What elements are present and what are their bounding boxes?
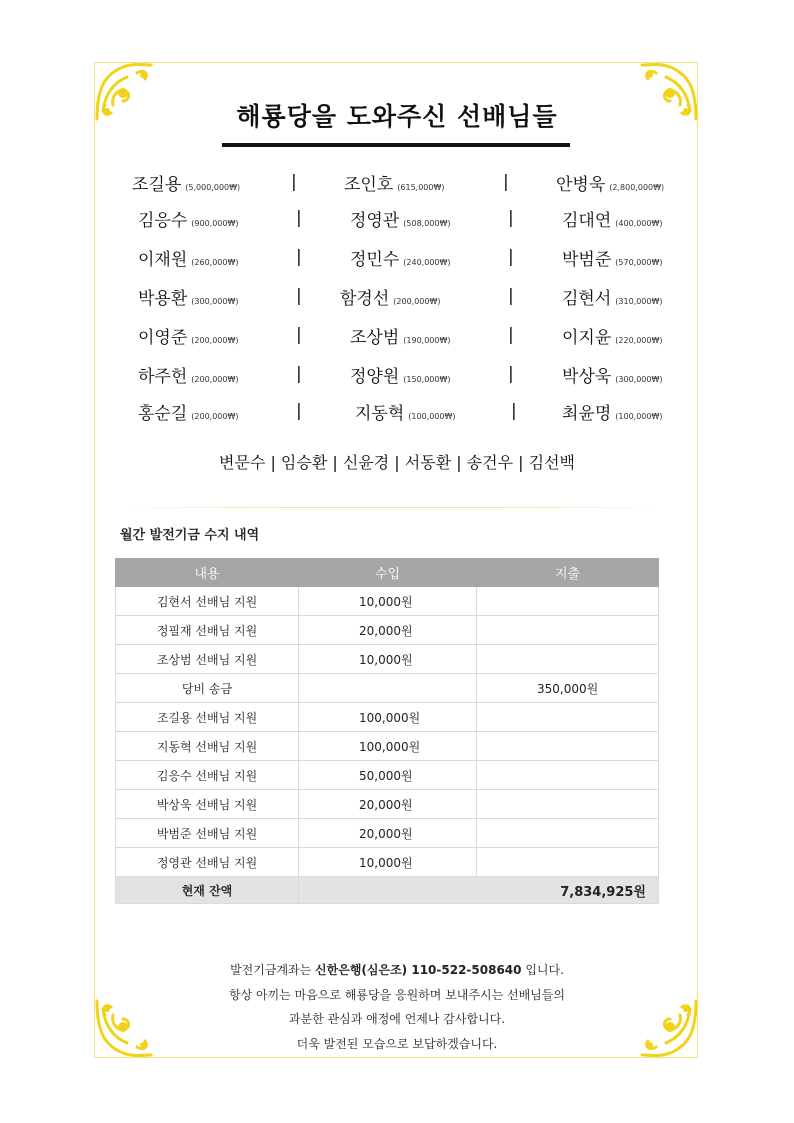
table-row [116, 674, 659, 703]
ledger-header-row [116, 559, 659, 587]
donor-amount: (570,000₩) [615, 258, 663, 267]
row-expense [477, 703, 659, 732]
donor-amount: (240,000₩) [403, 258, 451, 267]
donor-separator: | [296, 401, 302, 421]
donor-row [118, 284, 678, 312]
donor-row [118, 399, 678, 427]
donor-row [118, 170, 678, 198]
footer-account-prefix: 발전기금계좌는 [230, 963, 316, 977]
row-description: 김응수 선배님 지원 [116, 761, 299, 790]
donor-name: 함경선 [340, 289, 390, 309]
donor-name: 최윤명 [562, 404, 612, 424]
footer-line-4: 더욱 발전된 모습으로 보답하겠습니다. [296, 1036, 498, 1051]
donor-amount: (200,000₩) [191, 336, 239, 345]
row-description: 정필재 선배님 지원 [116, 616, 299, 645]
donor-amount: (900,000₩) [191, 219, 239, 228]
row-description: 박범준 선배님 지원 [116, 819, 299, 848]
row-income: 20,000원 [299, 819, 477, 848]
donor-name: 정영관 [350, 211, 400, 231]
donor-name: 정양원 [350, 367, 400, 387]
donor-name: 박용환 [138, 289, 188, 309]
total-row [116, 877, 659, 904]
donor-separator: | [503, 172, 509, 192]
donor-name: 박상욱 [562, 367, 612, 387]
header-income: 수입 [299, 559, 477, 587]
donor-row [118, 362, 678, 390]
row-description: 김현서 선배님 지원 [116, 587, 299, 616]
row-expense [477, 587, 659, 616]
row-expense [477, 616, 659, 645]
donor-amount: (300,000₩) [615, 375, 663, 384]
donor-separator: | [508, 286, 514, 306]
header-description: 내용 [116, 559, 299, 587]
donor-entry [562, 399, 663, 424]
table-row [116, 587, 659, 616]
donor-separator: | [508, 364, 514, 384]
section-divider [118, 507, 664, 508]
donor-amount: (5,000,000₩) [185, 183, 241, 192]
donor-entry [562, 245, 663, 270]
ledger-table [115, 558, 659, 904]
row-income: 50,000원 [299, 761, 477, 790]
donor-name: 안병욱 [556, 175, 606, 195]
donor-name: 조길용 [132, 175, 182, 195]
row-expense [477, 819, 659, 848]
table-row [116, 732, 659, 761]
donor-name: 조상범 [350, 328, 400, 348]
donor-entry [562, 362, 663, 387]
row-expense [477, 790, 659, 819]
donor-separator: | [508, 247, 514, 267]
donor-name: 정민수 [350, 250, 400, 270]
donor-entry [556, 170, 664, 195]
footer-account-suffix: 입니다. [521, 963, 564, 977]
row-description: 조상범 선배님 지원 [116, 645, 299, 674]
donor-entry [350, 245, 451, 270]
donor-amount: (150,000₩) [403, 375, 451, 384]
donor-entry [138, 245, 239, 270]
page-title: 해룡당을 도와주신 선배님들 [236, 102, 558, 131]
donor-name: 김대연 [562, 211, 612, 231]
donor-name: 박범준 [562, 250, 612, 270]
donor-entry [355, 399, 456, 424]
donor-separator: | [296, 208, 302, 228]
donor-row [118, 323, 678, 351]
footer-line-3: 과분한 관심과 애정에 언제나 감사합니다. [288, 1012, 506, 1026]
donor-entry [350, 323, 451, 348]
row-income: 20,000원 [299, 790, 477, 819]
donor-amount: (400,000₩) [615, 219, 663, 228]
footer-line-2: 항상 아끼는 마음으로 해룡당을 응원하며 보내주시는 선배님들의 [229, 987, 565, 1002]
donor-amount: (615,000₩) [397, 183, 445, 192]
donor-separator: | [296, 325, 302, 345]
row-description: 정영관 선배님 지원 [116, 848, 299, 877]
donor-entry [344, 170, 445, 195]
donor-entry [562, 206, 663, 231]
donor-name: 하주헌 [138, 367, 188, 387]
donor-separator: | [296, 286, 302, 306]
donor-entry [562, 284, 663, 309]
donor-entry [138, 399, 239, 424]
table-row [116, 645, 659, 674]
row-description: 조길용 선배님 지원 [116, 703, 299, 732]
row-description: 당비 송금 [116, 674, 299, 703]
table-row [116, 703, 659, 732]
donor-separator: | [296, 247, 302, 267]
donor-entry [138, 206, 239, 231]
donor-name: 지동혁 [355, 404, 405, 424]
donor-amount: (100,000₩) [615, 412, 663, 421]
row-expense: 350,000원 [477, 674, 659, 703]
donor-entry [350, 206, 451, 231]
footer-message [0, 958, 794, 1056]
donor-separator: | [296, 364, 302, 384]
footer-account-line [0, 958, 794, 983]
donor-name: 조인호 [344, 175, 394, 195]
header-expense: 지출 [477, 559, 659, 587]
donor-separator: | [508, 325, 514, 345]
donor-name: 이재원 [138, 250, 188, 270]
table-row [116, 616, 659, 645]
donor-separator: | [508, 208, 514, 228]
row-income [299, 674, 477, 703]
donor-name: 김응수 [138, 211, 188, 231]
donor-entry [132, 170, 240, 195]
row-expense [477, 645, 659, 674]
donor-entry [350, 362, 451, 387]
donor-separator: | [511, 401, 517, 421]
table-row [116, 761, 659, 790]
donor-amount: (300,000₩) [191, 297, 239, 306]
row-income: 100,000원 [299, 703, 477, 732]
donor-entry [562, 323, 663, 348]
row-income: 10,000원 [299, 587, 477, 616]
total-label: 현재 잔액 [116, 877, 299, 904]
donor-amount: (100,000₩) [408, 412, 456, 421]
donor-amount: (260,000₩) [191, 258, 239, 267]
donor-separator: | [291, 172, 297, 192]
table-row [116, 848, 659, 877]
donor-amount: (508,000₩) [403, 219, 451, 228]
donor-entry [138, 323, 239, 348]
donor-amount: (2,800,000₩) [609, 183, 665, 192]
table-row [116, 819, 659, 848]
donor-amount: (310,000₩) [615, 297, 663, 306]
donor-name: 이지윤 [562, 328, 612, 348]
donor-row [118, 245, 678, 273]
table-row [116, 790, 659, 819]
title-underline [222, 143, 570, 147]
row-description: 박상욱 선배님 지원 [116, 790, 299, 819]
row-income: 100,000원 [299, 732, 477, 761]
row-description: 지동혁 선배님 지원 [116, 732, 299, 761]
footer-account-number: 신한은행(심은조) 110-522-508640 [315, 963, 522, 977]
ledger-title: 월간 발전기금 수지 내역 [120, 528, 260, 543]
other-donors-line: 변문수 | 임승환 | 신윤경 | 서동환 | 송건우 | 김선백 [218, 453, 576, 472]
row-expense [477, 761, 659, 790]
donor-amount: (200,000₩) [393, 297, 441, 306]
total-value: 7,834,925원 [299, 877, 659, 904]
donor-name: 이영준 [138, 328, 188, 348]
donor-entry [138, 362, 239, 387]
donor-amount: (200,000₩) [191, 375, 239, 384]
donor-name: 홍순길 [138, 404, 188, 424]
row-income: 10,000원 [299, 645, 477, 674]
donor-row [118, 206, 678, 234]
row-expense [477, 848, 659, 877]
donor-entry [340, 284, 441, 309]
donor-name: 김현서 [562, 289, 612, 309]
donor-amount: (200,000₩) [191, 412, 239, 421]
donor-amount: (220,000₩) [615, 336, 663, 345]
row-expense [477, 732, 659, 761]
donor-entry [138, 284, 239, 309]
donor-amount: (190,000₩) [403, 336, 451, 345]
row-income: 20,000원 [299, 616, 477, 645]
row-income: 10,000원 [299, 848, 477, 877]
